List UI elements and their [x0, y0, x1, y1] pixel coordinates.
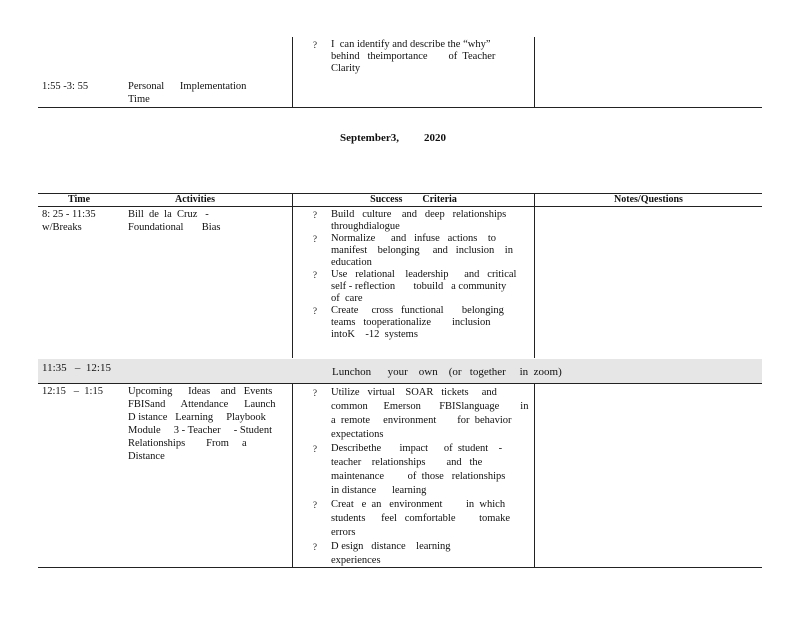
lunch-text: Lunchon your own (or together in zoom) [332, 366, 562, 378]
table-divider-2 [534, 193, 535, 358]
lunch-time: 11:35 – 12:15 [42, 362, 111, 374]
date-day: September3, [340, 132, 399, 144]
bullet-icon: ? [313, 542, 317, 552]
header-time: Time [67, 194, 91, 205]
date-year: 2020 [424, 132, 446, 144]
pm-criteria-item: ? Creat e an environment in which students feel comfortable tomake errors [313, 499, 511, 538]
header-bottom-rule [38, 206, 762, 207]
header-notes: Notes/Questions [614, 194, 683, 205]
bullet-icon: ? [313, 306, 317, 316]
lunch-bottom-rule [38, 383, 762, 384]
pm-time: 12:15 – 1:15 [42, 386, 103, 397]
header-activities: Activities [175, 194, 215, 205]
table-divider-1 [292, 193, 293, 358]
top-activity: Personal Implementation Time [128, 81, 247, 105]
pm-criteria-item: ? Utilize virtual SOAR tickets and common Emerson FBISlanguage in a remote environment for behavior expectations [313, 387, 529, 440]
bullet-icon: ? [313, 234, 317, 244]
pm-divider-2 [534, 383, 535, 567]
bullet-icon: ? [313, 444, 317, 454]
row1-criteria-item: ? Create cross functional belonging teams tooperationalize inclusion intoK -12 systems [313, 305, 504, 340]
top-divider-1 [292, 37, 293, 107]
row1-criteria-item: ? Build culture and deep relationships throughdialogue [313, 209, 507, 232]
row1-criteria-item: ? Normalize and infuse actions to manifest belonging and inclusion in education [313, 233, 513, 268]
row1-criteria-list [305, 209, 533, 341]
top-divider-2 [534, 37, 535, 107]
row1-activity: Bill de la Cruz - Foundational Bias [128, 209, 221, 233]
pm-divider-1 [292, 383, 293, 567]
bullet-icon: ? [313, 210, 317, 220]
top-time: 1:55 -3: 55 [42, 81, 89, 92]
top-criteria-item: ? I can identify and describe the “why” behind theimportance of Teacher Clarity [313, 39, 496, 74]
bullet-icon: ? [313, 388, 317, 398]
bullet-icon: ? [313, 270, 317, 280]
top-bottom-rule [38, 107, 762, 108]
pm-criteria-item: ? Describethe impact of student - teacher relationships and the maintenance of those relationships in distance learning [313, 443, 506, 496]
table-bottom-rule [38, 567, 762, 568]
bullet-icon: ? [313, 500, 317, 510]
header-criteria: Success Criteria [370, 194, 457, 205]
row1-criteria-item: ? Use relational leadership and critical self - reflection tobuild a community of care [313, 269, 517, 304]
row1-time: 8: 25 - 11:35 w/Breaks [42, 209, 96, 233]
bullet-icon: ? [313, 40, 317, 50]
top-criteria-list [305, 39, 533, 75]
pm-criteria-list [305, 386, 533, 568]
pm-criteria-item: ? D esign distance learning experiences [313, 541, 451, 566]
pm-activity: Upcoming Ideas and Events FBISand Attendance Launch D istance Learning Playbook Module 3 - Teacher - Student Relationships From a Distance [128, 386, 276, 462]
